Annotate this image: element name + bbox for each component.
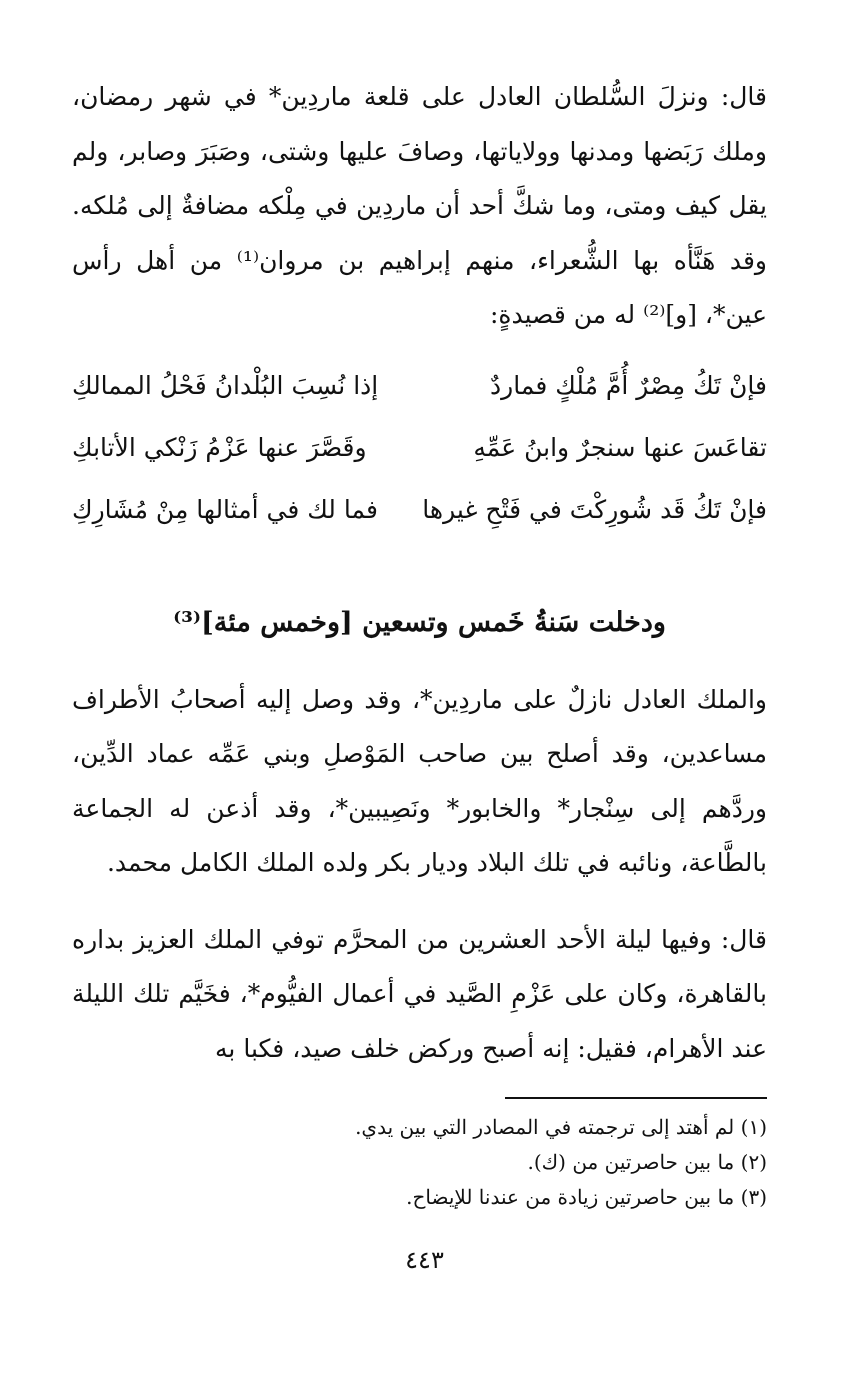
verse-first-hemistich: فإنْ تَكُ قَد شُورِكْتَ في فَتْحِ غيرها (422, 494, 767, 524)
paragraph-1: قال: ونزلَ السُّلطان العادل على قلعة ماردِين* في شهر رمضان، وملك رَبَضها ومدنها وولاياتها، وصافَ عليها وشتى، وصَبَرَ وصابر، ولم يقل كيف ومتى، وما شكَّ أحد أن ماردِين في مِلْكه مضافةٌ إلى مُلكه. وقد هَنَّأه بها الشُّعراء، منهم إبراهيم بن مروان⁽¹⁾ من أهل رأس عين*، [و]⁽²⁾ له من قصيدةٍ: (72, 82, 767, 329)
paragraph-3: قال: وفيها ليلة الأحد العشرين من المحرَّم توفي الملك العزيز بداره بالقاهرة، وكان على عَزْمِ الصَّيد في أعمال الفيُّوم*، فخَيَّم تلك الليلة عند الأهرام، فقيل: إنه أصبح وركض خلف صيد، فكبا به (72, 924, 767, 1063)
footnote-3: (٣) ما بين حاصرتين زيادة من عندنا للإيضاح. (406, 1185, 767, 1209)
verse-second-hemistich: إذا نُسِبَ البُلْدانُ فَحْلُ الممالكِ (72, 370, 379, 400)
footnote-divider (505, 1097, 767, 1099)
footnotes (72, 1110, 767, 1215)
poem-verse (72, 355, 767, 417)
footnote-1: (١) لم أهتد إلى ترجمته في المصادر التي بين يدي. (355, 1115, 767, 1139)
paragraph-2: والملك العادل نازلٌ على ماردِين*، وقد وصل إليه أصحابُ الأطراف مساعدين، وقد أصلح بين صاحب المَوْصلِ وبني عَمِّه عماد الدِّين، وردَّهم إلى سِنْجار* والخابور* ونَصِيبين*، وقد أذعن له الجماعة بالطَّاعة، ونائبه في تلك البلاد وديار بكر ولده الملك الكامل محمد. (72, 684, 767, 877)
poem-verse (72, 417, 767, 479)
section-heading: ودخلت سَنةُ خَمس وتسعين [وخمس مئة]⁽³⁾ (173, 606, 666, 638)
verse-first-hemistich: فإنْ تَكُ مِصْرٌ أُمَّ مُلْكٍ فماردٌ (490, 370, 767, 400)
verse-first-hemistich: تقاعَسَ عنها سنجرٌ وابنُ عَمِّهِ (473, 432, 767, 462)
verse-second-hemistich: وقَصَّرَ عنها عَزْمُ زَنْكي الأتابكِ (72, 432, 367, 462)
page-number: ٤٤٣ (405, 1246, 444, 1274)
poem (72, 355, 767, 541)
verse-second-hemistich: فما لك في أمثالها مِنْ مُشَارِكِ (72, 494, 378, 524)
poem-verse (72, 479, 767, 541)
footnote-2: (٢) ما بين حاصرتين من (ك). (527, 1150, 767, 1174)
